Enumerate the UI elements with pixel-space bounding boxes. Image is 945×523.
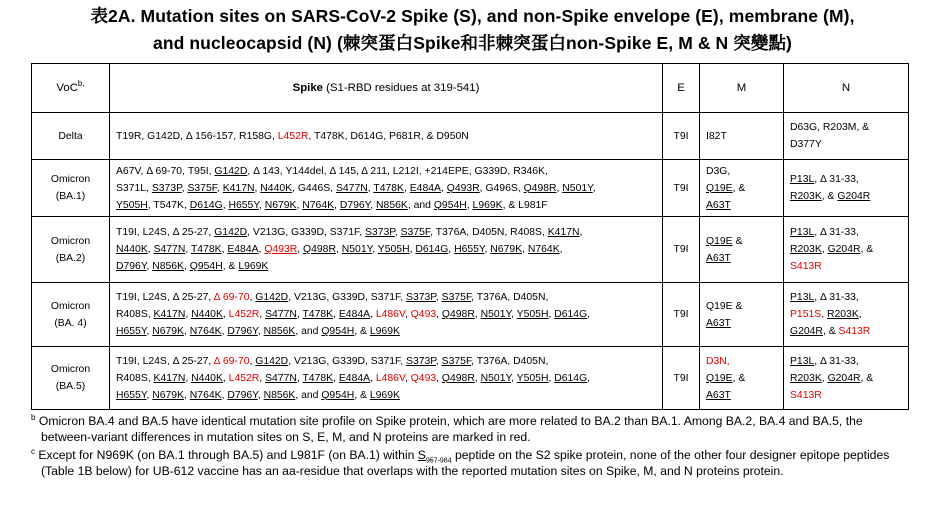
spike-mutation-text: Q498R — [523, 182, 557, 194]
spike-mutation-text: , G496S, — [479, 182, 524, 194]
spike-mutation-text: , — [579, 227, 583, 238]
spike-mutation-text: Q493 — [410, 372, 437, 384]
spike-mutation-text: , — [185, 244, 191, 255]
spike-mutation-text: Q954H — [189, 261, 223, 272]
n-mutation-text: , & — [860, 372, 874, 384]
spike-mutation-text: S477N — [265, 372, 297, 384]
spike-mutation-text: , — [296, 199, 303, 211]
spike-mutation-text: N440K — [116, 244, 148, 255]
voc-label: (BA.5) — [55, 381, 86, 392]
spike-mutation-text: , — [222, 372, 229, 384]
cell-e: T9I — [663, 160, 700, 217]
n-mutation-text: R203K — [790, 191, 822, 202]
spike-mutation-text: Y505H — [516, 309, 549, 320]
spike-mutation-text: K417N — [547, 227, 580, 238]
spike-mutation-text: N440K — [191, 372, 223, 384]
spike-mutation-text: , and — [407, 199, 434, 211]
cell-m — [700, 113, 784, 160]
spike-mutation-text: , — [511, 309, 517, 320]
spike-mutation-text: , — [372, 244, 378, 255]
n-mutation-text: , Δ 31-33, — [814, 292, 859, 303]
spike-mutation-text: S477N — [335, 182, 368, 194]
spike-mutation-text: D614G — [554, 309, 588, 320]
spike-mutation-text: L969K — [472, 199, 503, 211]
cell-e: T9I — [663, 283, 700, 347]
table-row — [32, 283, 909, 347]
n-mutation-text: P13L — [790, 292, 815, 303]
spike-mutation-text: S375F — [441, 355, 472, 367]
spike-mutation-text: , Δ 143, Y144del, Δ 145, Δ 211, L212I, +214EPE, G339D, R346K, — [247, 165, 548, 177]
spike-mutation-text: G142D — [214, 165, 248, 177]
cell-spike — [110, 283, 663, 347]
spike-mutation-text: S373P — [364, 227, 395, 238]
spike-mutation-text: T478K — [190, 244, 222, 255]
n-mutation-text: R203K — [826, 309, 859, 320]
spike-mutation-text: , — [296, 309, 303, 320]
voc-label: Delta — [58, 130, 83, 142]
table-row — [32, 113, 909, 160]
spike-mutation-text: S373P — [151, 182, 182, 194]
spike-mutation-text: , — [258, 199, 265, 211]
spike-mutation-text: , — [297, 244, 304, 255]
spike-mutation-text: Q498R — [303, 244, 336, 255]
spike-mutation-text: T19I, L24S, Δ 25-27, — [116, 292, 214, 303]
cell-m — [700, 160, 784, 217]
spike-mutation-text: Q493 — [410, 309, 437, 320]
cell-n — [784, 283, 909, 347]
voc-label: (BA.1) — [55, 191, 86, 202]
spike-mutation-text: , — [370, 309, 376, 320]
table-title-line-1: 表2A. Mutation sites on SARS-CoV-2 Spike (S), and non-Spike envelope (E), membrane (M), — [90, 6, 855, 26]
cell-m — [700, 217, 784, 283]
footnote-c-text-a: Except for N969K (on BA.1 through BA.5) and L981F (on BA.1) within — [35, 448, 418, 462]
spike-mutation-text: , — [259, 372, 266, 384]
spike-mutation-text: , — [466, 199, 473, 211]
footnote-c-text-b: peptide on the S2 spike protein, none of the other four designer epitope peptides (Table 1B below) for UB-612 vaccine has an aa-residue that overlaps with the reported mutation sites on Spike, M, and N proteins protein. — [41, 448, 890, 478]
m-mutation-text: D3G, — [706, 165, 731, 177]
cell-voc — [32, 283, 110, 347]
spike-mutation-text: L486V — [375, 372, 405, 384]
n-mutation-text: G204R — [827, 244, 861, 255]
title-block — [0, 6, 945, 54]
spike-mutation-text: , — [435, 292, 442, 303]
m-mutation-text: D3N, — [706, 355, 730, 367]
cell-spike — [110, 217, 663, 283]
n-mutation-text: S413R — [790, 389, 822, 401]
cell-e: T9I — [663, 113, 700, 160]
spike-mutation-text: K417N — [153, 372, 186, 384]
m-mutation-text: A63T — [706, 199, 731, 211]
table-row — [32, 160, 909, 217]
spike-mutation-text: N501Y — [480, 372, 512, 384]
n-mutation-text: G204R — [837, 191, 871, 202]
spike-mutation-text: , — [440, 182, 447, 194]
n-mutation-text: , — [821, 309, 827, 320]
cell-voc — [32, 347, 110, 410]
n-mutation-text: , Δ 31-33, — [814, 355, 859, 367]
spike-mutation-text: E484A — [409, 182, 441, 194]
spike-mutation-text: , V213G, G339D, S371F, — [247, 227, 365, 238]
spike-mutation-text: K417N — [153, 309, 186, 320]
spike-mutation-text: N856K — [263, 389, 296, 401]
spike-mutation-text: , — [181, 182, 188, 194]
m-mutation-text: A63T — [706, 389, 731, 401]
m-mutation-text: , & — [732, 372, 746, 384]
spike-mutation-text: N856K — [376, 199, 408, 211]
voc-label: (BA.2) — [55, 252, 86, 264]
voc-label: (BA. 4) — [54, 317, 87, 329]
m-mutation-text: A63T — [706, 317, 731, 329]
n-mutation-text: , & — [822, 326, 839, 337]
footnote-c-mark: c — [31, 446, 35, 456]
spike-mutation-text: , & — [354, 389, 370, 401]
header-spike-label: Spike — [292, 81, 323, 94]
n-mutation-text: S413R — [838, 326, 871, 337]
cell-e: T9I — [663, 217, 700, 283]
footnote-c-peptide — [417, 448, 452, 465]
header-e: E — [663, 64, 700, 113]
spike-mutation-text: , T547K, — [147, 199, 190, 211]
spike-mutation-text: G142D — [214, 227, 248, 238]
spike-mutation-text: D796Y — [339, 199, 371, 211]
spike-mutation-text: , — [334, 199, 340, 211]
spike-mutation-text: , — [474, 309, 481, 320]
spike-mutation-text: , — [409, 244, 416, 255]
spike-mutation-text: , V213G, G339D, S371F, — [288, 292, 407, 303]
cell-voc — [32, 160, 110, 217]
spike-mutation-text: Δ — [185, 130, 193, 142]
spike-mutation-text: N764K — [527, 244, 560, 255]
spike-mutation-text: N440K — [191, 309, 223, 320]
spike-mutation-text: , — [296, 372, 303, 384]
spike-mutation-text: , — [146, 389, 153, 401]
spike-mutation-text: A67V, Δ 69-70, T95I, — [116, 165, 215, 177]
spike-mutation-text: S375F — [187, 182, 217, 194]
spike-mutation-text: , — [221, 244, 228, 255]
spike-mutation-text: , & — [354, 326, 370, 337]
header-voc-sup: b, — [77, 78, 85, 88]
spike-mutation-text: , — [221, 389, 228, 401]
cell-spike — [110, 347, 663, 410]
spike-mutation-text: , — [522, 244, 528, 255]
spike-mutation-text: , — [185, 372, 192, 384]
spike-mutation-text: N764K — [189, 326, 222, 337]
spike-mutation-text: , — [370, 199, 377, 211]
spike-mutation-text: N679K — [152, 389, 184, 401]
m-mutation-text: Q19E & — [706, 300, 743, 312]
spike-mutation-text: , and — [295, 326, 322, 337]
cell-m — [700, 347, 784, 410]
spike-mutation-text: D614G — [189, 199, 223, 211]
table-row — [32, 347, 909, 410]
spike-mutation-text: , — [147, 244, 154, 255]
cell-voc — [32, 113, 110, 160]
spike-mutation-text: , — [511, 372, 517, 384]
n-mutation-text: S413R — [790, 261, 822, 272]
cell-n — [784, 113, 909, 160]
spike-mutation-text: , & — [222, 261, 239, 272]
spike-mutation-text: T19R, G142D, — [116, 130, 186, 142]
header-spike — [110, 64, 663, 113]
spike-mutation-text: N764K — [189, 389, 222, 401]
spike-mutation-text: S371L, — [116, 182, 152, 194]
spike-mutation-text: L486V — [375, 309, 405, 320]
spike-mutation-text: G142D — [255, 355, 289, 367]
footnotes — [31, 413, 911, 481]
spike-mutation-text: Q498R — [441, 372, 475, 384]
spike-mutation-text: Q493R — [446, 182, 480, 194]
spike-mutation-text: , — [587, 309, 591, 320]
spike-mutation-text: D796Y — [116, 261, 147, 272]
header-spike-note: (S1-RBD residues at 319-541) — [323, 81, 480, 94]
spike-mutation-text: , — [394, 227, 401, 238]
spike-mutation-text: E484A — [338, 372, 371, 384]
spike-mutation-text: , — [484, 244, 491, 255]
spike-mutation-text: S375F — [400, 227, 431, 238]
footnote-b — [31, 413, 911, 445]
table-header-row — [32, 64, 909, 113]
footnote-c-sub: 957-984 — [425, 457, 452, 465]
header-m: M — [700, 64, 784, 113]
spike-mutation-text: , — [249, 292, 256, 303]
m-mutation-text: A63T — [706, 252, 731, 264]
n-mutation-text: G204R — [827, 372, 861, 384]
spike-mutation-text: , — [146, 261, 153, 272]
footnote-c — [31, 447, 911, 479]
spike-mutation-text: S373P — [406, 355, 436, 367]
spike-mutation-text: , — [548, 309, 555, 320]
spike-mutation-text: S477N — [265, 309, 297, 320]
spike-mutation-text: 156-157, R158G, — [192, 130, 278, 142]
spike-mutation-text: Q498R — [441, 309, 475, 320]
spike-mutation-text: , — [221, 326, 228, 337]
n-mutation-text: , — [821, 372, 828, 384]
spike-mutation-text: , — [259, 309, 266, 320]
spike-mutation-text: , — [184, 389, 190, 401]
n-mutation-text: P13L — [790, 174, 815, 185]
spike-mutation-text: , — [249, 355, 256, 367]
spike-mutation-text: , — [146, 326, 153, 337]
spike-mutation-text: L969K — [369, 326, 400, 337]
spike-mutation-text: Δ 69-70 — [213, 355, 250, 367]
spike-mutation-text: N501Y — [480, 309, 512, 320]
cell-n — [784, 347, 909, 410]
spike-mutation-text: T478K — [302, 309, 334, 320]
spike-mutation-text: L969K — [238, 261, 269, 272]
footnote-b-mark: b — [31, 412, 36, 422]
footnote-c-s-letter: S — [417, 448, 426, 462]
spike-mutation-text: G142D — [255, 292, 289, 303]
header-voc-label: VoC — [56, 81, 78, 94]
spike-mutation-text: , — [592, 182, 596, 194]
voc-label: Omicron — [50, 235, 91, 247]
table-body — [32, 113, 909, 410]
spike-mutation-text: H655Y — [116, 326, 147, 337]
spike-mutation-text: L452R — [228, 372, 260, 384]
spike-mutation-text: , — [370, 372, 376, 384]
voc-label: Omicron — [50, 174, 91, 185]
spike-mutation-text: , T376A, D405N, — [471, 355, 549, 367]
spike-mutation-text: N501Y — [341, 244, 373, 255]
spike-mutation-text: , — [403, 182, 410, 194]
m-mutation-text: & — [732, 235, 743, 247]
spike-mutation-text: Q954H — [433, 199, 467, 211]
spike-mutation-text: , — [258, 244, 265, 255]
n-mutation-text: P13L — [790, 355, 815, 367]
spike-mutation-text: , — [367, 182, 374, 194]
spike-mutation-text: , — [222, 199, 229, 211]
n-mutation-text: , Δ 31-33, — [814, 174, 859, 185]
spike-mutation-text: , — [587, 372, 591, 384]
spike-mutation-text: , — [216, 182, 223, 194]
header-voc — [32, 64, 110, 113]
spike-mutation-text: , — [335, 244, 342, 255]
spike-mutation-text: , — [333, 372, 339, 384]
spike-mutation-text: , G446S, — [292, 182, 336, 194]
m-mutation-text: Q19E — [706, 372, 733, 384]
n-mutation-text: , — [858, 309, 862, 320]
spike-mutation-text: , — [448, 244, 455, 255]
spike-mutation-text: N440K — [260, 182, 293, 194]
n-mutation-text: , & — [821, 191, 838, 202]
spike-mutation-text: Y505H — [116, 199, 148, 211]
spike-mutation-text: , — [333, 309, 339, 320]
spike-mutation-text: , — [559, 244, 563, 255]
m-mutation-text: Q19E — [706, 182, 733, 194]
spike-mutation-text: Y505H — [516, 372, 549, 384]
m-mutation-text: , & — [732, 182, 746, 194]
spike-mutation-text: L969K — [369, 389, 400, 401]
spike-mutation-text: , — [556, 182, 563, 194]
spike-mutation-text: Q954H — [321, 326, 355, 337]
n-mutation-text: , & — [860, 244, 874, 255]
spike-mutation-text: D614G — [415, 244, 449, 255]
spike-mutation-text: S375F — [441, 292, 472, 303]
spike-mutation-text: , — [548, 372, 555, 384]
cell-spike — [110, 160, 663, 217]
spike-mutation-text: H655Y — [228, 199, 259, 211]
spike-mutation-text: R408S, — [116, 309, 154, 320]
spike-mutation-text: N856K — [263, 326, 296, 337]
m-mutation-text: Q19E — [706, 235, 733, 247]
spike-mutation-text: , — [436, 309, 442, 320]
spike-mutation-text: Q493R — [264, 244, 298, 255]
spike-mutation-text: N501Y — [562, 182, 593, 194]
spike-mutation-text: T478K — [373, 182, 404, 194]
spike-mutation-text: Q954H — [321, 389, 355, 401]
n-mutation-text: , — [821, 244, 828, 255]
spike-mutation-text: , and — [295, 389, 322, 401]
spike-mutation-text: , — [435, 355, 442, 367]
spike-mutation-text: , — [254, 182, 261, 194]
spike-mutation-text: L452R — [277, 130, 309, 142]
spike-mutation-text: , — [404, 309, 411, 320]
spike-mutation-text: , — [185, 309, 192, 320]
n-mutation-text: R203K — [790, 372, 822, 384]
cell-spike — [110, 113, 663, 160]
table-title-line-2: and nucleocapsid (N) (棘突蛋白Spike和非棘突蛋白non-Spike E, M & N 突變點) — [153, 33, 792, 53]
spike-mutation-text: N679K — [152, 326, 184, 337]
spike-mutation-text: , — [184, 261, 190, 272]
n-mutation-text: , Δ 31-33, — [814, 227, 859, 238]
spike-mutation-text: Δ 69-70 — [213, 292, 250, 303]
spike-mutation-text: T478K — [302, 372, 334, 384]
n-mutation-text: G204R — [790, 326, 823, 337]
n-mutation-text: D377Y — [790, 139, 822, 150]
footnote-b-text: Omicron BA.4 and BA.5 have identical mutation site profile on Spike protein, which are more related to BA.2 than BA.1. Among BA.2, BA.4 and BA.5, the between-variant differences in mutation sites on S, E, M, and N proteins are marked in red. — [35, 414, 863, 444]
spike-mutation-text: S477N — [153, 244, 186, 255]
cell-e: T9I — [663, 347, 700, 410]
header-n: N — [784, 64, 909, 113]
spike-mutation-text: K417N — [222, 182, 255, 194]
spike-mutation-text: , — [404, 372, 411, 384]
spike-mutation-text: Y505H — [377, 244, 410, 255]
spike-mutation-text: N679K — [264, 199, 297, 211]
voc-label: Omicron — [50, 364, 91, 375]
n-mutation-text: R203K — [790, 244, 822, 255]
spike-mutation-text: , — [184, 326, 190, 337]
spike-mutation-text: L452R — [228, 309, 260, 320]
mutation-table — [31, 63, 909, 410]
cell-voc — [32, 217, 110, 283]
spike-mutation-text: , — [474, 372, 481, 384]
spike-mutation-text: , — [257, 389, 264, 401]
spike-mutation-text: , & L981F — [502, 199, 548, 211]
spike-mutation-text: D796Y — [227, 326, 258, 337]
cell-n — [784, 160, 909, 217]
spike-mutation-text: T19I, L24S, Δ 25-27, — [116, 355, 214, 367]
spike-mutation-text: , T376A, D405N, R408S, — [430, 227, 548, 238]
spike-mutation-text: R408S, — [116, 372, 154, 384]
spike-mutation-text: N764K — [302, 199, 335, 211]
spike-mutation-text: D614G — [554, 372, 588, 384]
n-mutation-text: D63G, R203M, & — [790, 122, 870, 133]
cell-m — [700, 283, 784, 347]
voc-label: Omicron — [50, 300, 91, 312]
spike-mutation-text: , T376A, D405N, — [471, 292, 549, 303]
m-mutation-text: I82T — [706, 130, 727, 142]
table-row — [32, 217, 909, 283]
spike-mutation-text: D796Y — [227, 389, 258, 401]
spike-mutation-text: H655Y — [116, 389, 147, 401]
spike-mutation-text: N679K — [490, 244, 523, 255]
spike-mutation-text: T19I, L24S, Δ 25-27, — [116, 227, 215, 238]
spike-mutation-text: , V213G, G339D, S371F, — [288, 355, 407, 367]
spike-mutation-text: , — [257, 326, 264, 337]
spike-mutation-text: , T478K, D614G, P681R, & D950N — [308, 130, 469, 142]
n-mutation-text: P151S — [790, 309, 822, 320]
spike-mutation-text: E484A — [338, 309, 371, 320]
spike-mutation-text: N856K — [152, 261, 184, 272]
spike-mutation-text: , — [222, 309, 229, 320]
cell-n — [784, 217, 909, 283]
n-mutation-text: P13L — [790, 227, 815, 238]
spike-mutation-text: H655Y — [454, 244, 485, 255]
spike-mutation-text: , — [436, 372, 442, 384]
spike-mutation-text: S373P — [406, 292, 436, 303]
spike-mutation-text: E484A — [227, 244, 259, 255]
